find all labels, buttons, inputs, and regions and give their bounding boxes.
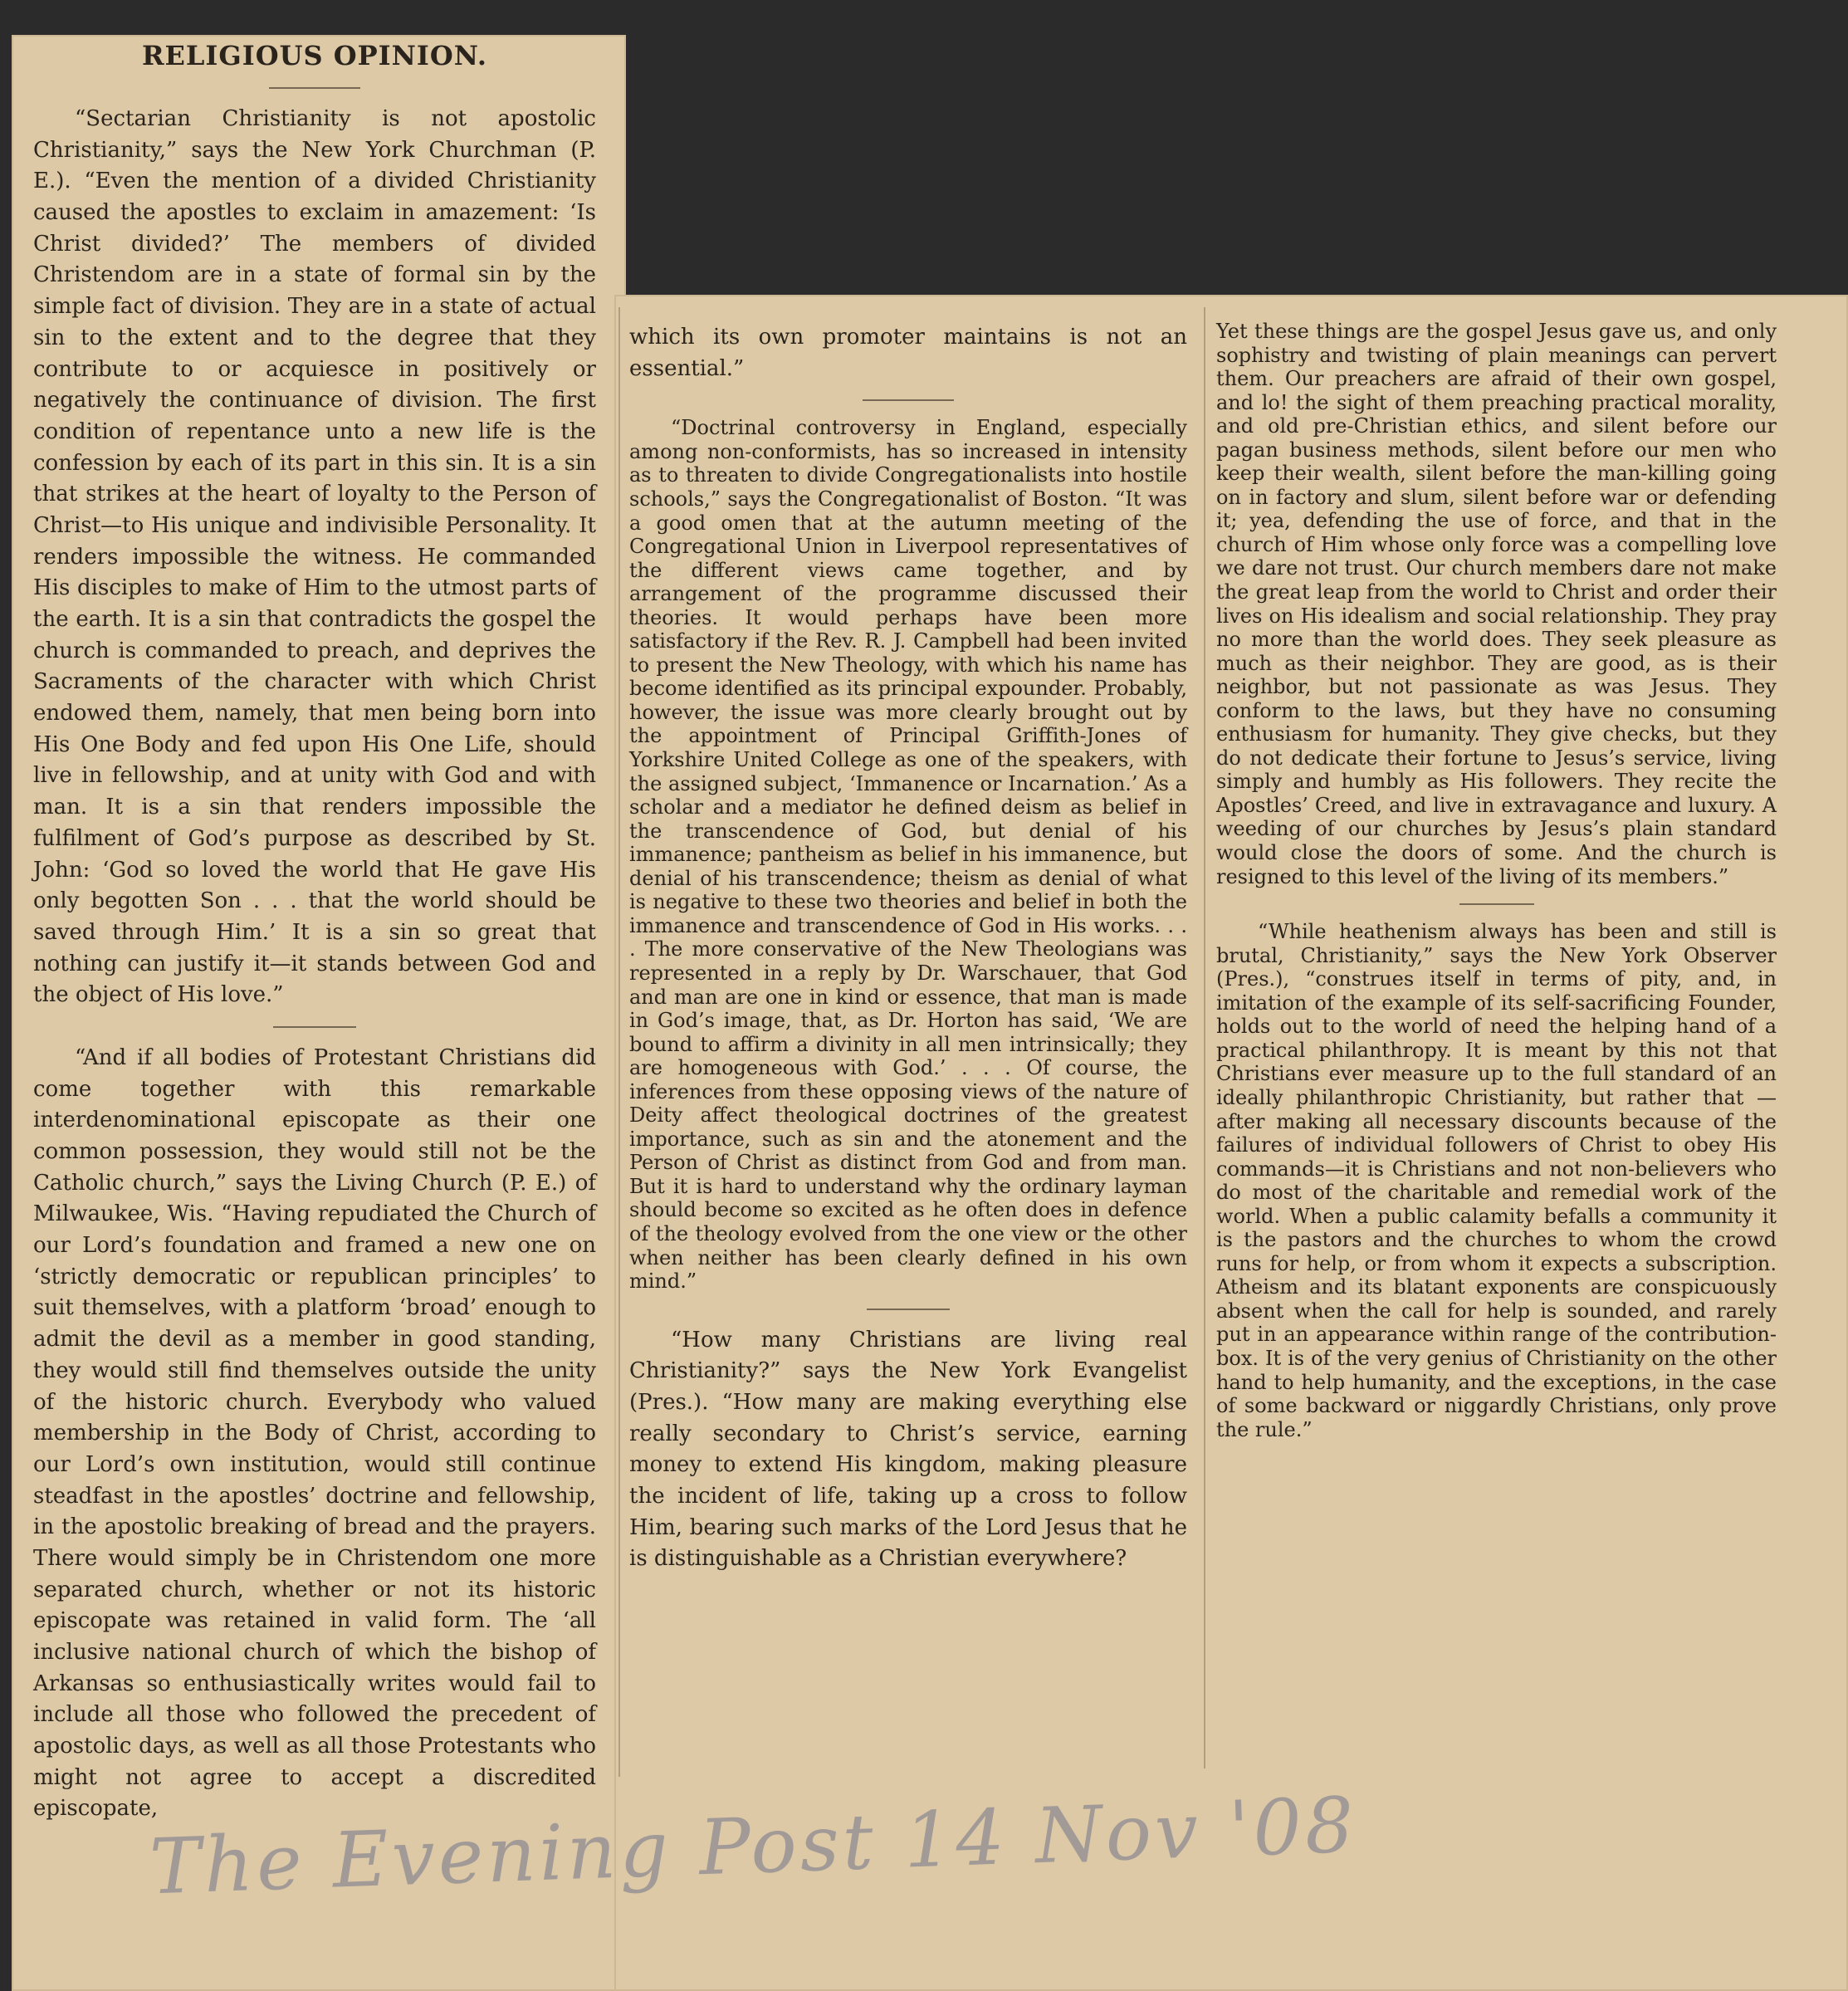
article-living-church: “And if all bodies of Protestant Christians did come together with this remarkable interdenominational episcopate as their one common possession, they would still not be the Catholic church,” says the Living Church (P. E.) of Milwaukee, Wis. “Having repudiated the Church of our Lord’s foundation and framed a new one on ‘strictly democratic or republican principles’ to suit themselves, with a platform ‘broad’ enough to admit the devil as a member in good standing, they would still find themselves outside the unity of the historic church. Everybody who valued membership in the Body of Christ, according to our Lord’s own institution, would still continue steadfast in the apostles’ doctrine and fellowship, in the apostolic breaking of bread and the prayers. There would simply be in Christendom one more separated church, whether or not its historic episcopate was retained in valid form. The ‘all inclusive national church of which the bishop of Arkansas so enthusiastically writes would fail to include all those who followed the precedent of apostolic days, as well as all those Protestants who might not agree to accept a discredited episcopate, [33, 1044, 596, 1822]
column-2 [629, 322, 1187, 1582]
column-rule-2 [1204, 307, 1205, 1768]
separator [273, 1026, 356, 1028]
separator [867, 1309, 950, 1310]
handwritten-source-note: The Evening Post 14 Nov '08 [148, 1780, 1359, 1912]
separator [863, 399, 954, 401]
column-1 [33, 40, 596, 1832]
column-rule-1 [618, 307, 620, 1777]
article-churchman: “Sectarian Christianity is not apostolic Christianity,” says the New York Churchman (P. E.). “Even the mention of a divided Christianity caused the apostles to exclaim in amazement: ‘Is Christ divided?’ The members of divided Christendom are in a state of formal sin by the simple fact of division. They are in a state of actual sin to the extent and to the degree that they contribute to or acquiesce in positively or negatively the continuance of division. The first condition of repentance unto a new life is the confession by each of its part in this sin. It is a sin that strikes at the heart of loyalty to the Person of Christ—to His unique and indivisible Personality. It renders impossible the witness. He commanded His disciples to make of Him to the utmost parts of the earth. It is a sin that contradicts the gospel the church is commanded to preach, and deprives the Sacraments of the character with which Christ endowed them, namely, that men being born into His One Body and fed upon His One Life, should live in fellowship, and at unity with God and with man. It is a sin that renders impossible the fulfilment of God’s purpose as described by St. John: ‘God so loved the world that He gave His only begotten Son . . . that the world should be saved through Him.’ It is a sin so great that nothing can justify it—it stands between God and the object of His love.” [33, 106, 596, 1008]
article-evangelist-continued: Yet these things are the gospel Jesus gave us, and only sophistry and twisting of plain meanings can pervert them. Our preachers are afraid of their own gospel, and lo! the sight of them preaching practical morality, and old pre-Christian ethics, and silent before our pagan business methods, silent before our men who keep their wealth, silent before the man-killing going on in factory and slum, silent before war or defending it; yea, defending the use of force, and that in the church of Him whose only force was a compelling love we dare not trust. Our church members dare not make the great leap from the world to Christ and order their lives on His idealism and social relationship. They pray no more than the world does. They seek pleasure as much as their neighbor. They are good, as is their neighbor, but not passionate as was Jesus. They conform to the laws, but they have no consuming enthusiasm for humanity. They give checks, but they do not dedicate their fortune to Jesus’s service, living simply and humbly as His followers. They recite the Apostles’ Creed, and live in extravagance and luxury. A weeding of our churches by Jesus’s plain standard would close the doors of some. And the church is resigned to this level of the living of its members.” [1216, 320, 1777, 888]
separator [269, 87, 360, 89]
article-continuation: which its own promoter maintains is not an essential.” [629, 325, 1187, 381]
separator [1459, 903, 1534, 905]
headline: RELIGIOUS OPINION. [141, 40, 488, 71]
article-observer: “While heathenism always has been and still is brutal, Christianity,” says the New York Observer (Pres.), “construes itself in terms of pity, and, in imitation of the example of its self-sacrificing Founder, holds out to the world of need the helping hand of a practical philanthropy. It is meant by this not that Christians ever measure up to the full standard of an ideally philanthropic Christianity, but rather that —after making all necessary discounts because of the failures of individual followers of Christ to obey His commands—it is Christians and not non-believers who do most of the charitable and remedial work of the world. When a public calamity befalls a community it is the pastors and the churches to whom the crowd runs for help, or from whom it expects a subscription. Atheism and its blatant exponents are conspicuously absent when the call for help is sounded, and rarely put in an appearance within range of the contribution-box. It is of the very genius of Christianity on the other hand to help humanity, and the exceptions, in the case of some backward or niggardly Christians, only prove the rule.” [1216, 920, 1777, 1441]
article-congregationalist: “Doctrinal controversy in England, especially among non-conformists, has so increased in intensity as to threaten to divide Congregationalists into hostile schools,” says the Congregationalist of Boston. “It was a good omen that at the autumn meeting of the Congregational Union in Liverpool representatives of the different views came together, and by arrangement of the programme discussed their theories. It would perhaps have been more satisfactory if the Rev. R. J. Campbell had been invited to present the New Theology, with which his name has become identified as its principal expounder. Probably, however, the issue was more clearly brought out by the appointment of Principal Griffith-Jones of Yorkshire United College as one of the speakers, with the assigned subject, ‘Immanence or Incarnation.’ As a scholar and a mediator he defined deism as belief in the transcendence of God, but denial of his immanence; pantheism as belief in his immanence, but denial of his transcendence; theism as denial of what is negative to these two theories and belief in both the immanence and transcendence of God in His works. . . . The more conservative of the New Theologians was represented in a reply by Dr. Warschauer, that God and man are one in kind or essence, that man is made in God’s image, that, as Dr. Horton has said, ‘We are bound to affirm a divinity in all men intrinsically; they are homogeneous with God.’ . . . Of course, the inferences from these opposing views of the nature of Deity affect theological doctrines of the greatest importance, such as sin and the atonement and the Person of Christ as distinct from God and from man. But it is hard to understand why the ordinary layman should become so excited as he often does in defence of the theology evolved from the one view or the other when neither has been clearly defined in his own mind.” [629, 416, 1187, 1294]
column-3 [1216, 320, 1777, 1448]
article-evangelist: “How many Christians are living real Christianity?” says the New York Evangelist (Pres.). “How many are making everything else really secondary to Christ’s service, earning money to extend His kingdom, making pleasure the incident of life, taking up a cross to follow Him, bearing such marks of the Lord Jesus that he is distinguishable as a Christian everywhere? [629, 1327, 1187, 1572]
